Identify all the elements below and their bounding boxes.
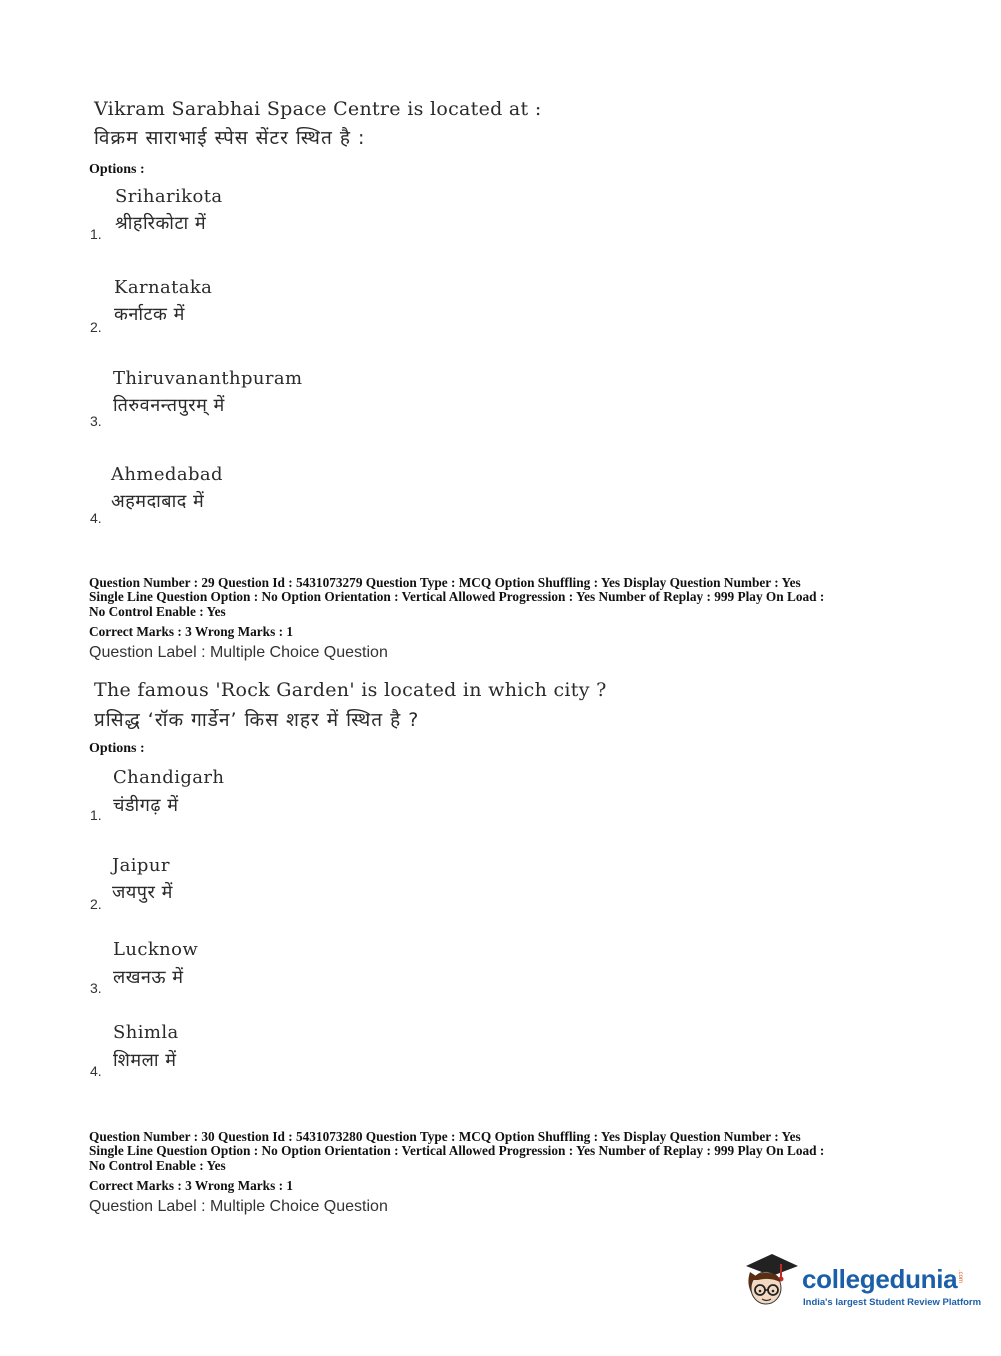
metadata-line: Question Number : 29 Question Id : 5431073279 Question Type : MCQ Option Shuffling : Yes Display Question Number : Yes (89, 575, 801, 590)
option-text-english: Chandigarh (113, 767, 225, 788)
brand-domain: .com (957, 1270, 963, 1284)
option-text-english: Sriharikota (115, 186, 223, 207)
option-number: 2. (90, 319, 102, 335)
metadata-line: Single Line Question Option : No Option Orientation : Vertical Allowed Progression : Yes Number of Replay : 999 Play On Load : (89, 589, 825, 604)
option-number: 3. (90, 413, 102, 429)
option-text-english: Shimla (113, 1022, 179, 1043)
brand-name: collegedunia (802, 1264, 958, 1294)
option-text-hindi: कर्नाटक में (114, 304, 185, 325)
option-number: 3. (90, 980, 102, 996)
option-text-hindi: चंडीगढ़ में (113, 795, 179, 816)
option-text-english: Jaipur (112, 855, 170, 876)
question-text-english: The famous 'Rock Garden' is located in which city ? (94, 679, 607, 701)
option-number: 4. (90, 510, 102, 526)
option-number: 1. (90, 226, 102, 242)
option-text-english: Lucknow (113, 939, 199, 960)
metadata-line: No Control Enable : Yes (89, 1158, 226, 1173)
options-label: Options : (89, 741, 145, 756)
metadata-line: Question Number : 30 Question Id : 5431073280 Question Type : MCQ Option Shuffling : Yes Display Question Number : Yes (89, 1129, 801, 1144)
question-text-hindi: प्रसिद्ध ‘रॉक गार्डेन’ किस शहर में स्थित है ? (94, 709, 420, 731)
option-text-english: Karnataka (114, 277, 213, 298)
metadata-line: No Control Enable : Yes (89, 604, 226, 619)
option-text-hindi: तिरुवनन्तपुरम् में (113, 395, 225, 416)
option-text-english: Thiruvananthpuram (113, 368, 303, 389)
graduate-mascot-icon (740, 1250, 800, 1312)
option-number: 2. (90, 896, 102, 912)
option-number: 4. (90, 1063, 102, 1079)
collegedunia-watermark (740, 1250, 982, 1318)
option-number: 1. (90, 807, 102, 823)
option-text-hindi: अहमदाबाद में (111, 491, 205, 512)
marks-line: Correct Marks : 3 Wrong Marks : 1 (89, 624, 293, 639)
option-text-hindi: श्रीहरिकोटा में (115, 213, 207, 234)
question-text-english: Vikram Sarabhai Space Centre is located at : (94, 98, 542, 120)
option-text-hindi: लखनऊ में (113, 967, 184, 988)
brand-tagline: India's largest Student Review Platform (803, 1297, 982, 1308)
question-label: Question Label : Multiple Choice Question (89, 1198, 388, 1215)
question-label: Question Label : Multiple Choice Question (89, 644, 388, 661)
option-text-hindi: जयपुर में (112, 882, 173, 903)
option-text-hindi: शिमला में (113, 1050, 177, 1071)
question-text-hindi: विक्रम साराभाई स्पेस सेंटर स्थित है : (94, 127, 366, 149)
option-text-english: Ahmedabad (111, 464, 223, 485)
marks-line: Correct Marks : 3 Wrong Marks : 1 (89, 1178, 293, 1193)
options-label: Options : (89, 162, 145, 177)
metadata-line: Single Line Question Option : No Option Orientation : Vertical Allowed Progression : Yes Number of Replay : 999 Play On Load : (89, 1143, 825, 1158)
